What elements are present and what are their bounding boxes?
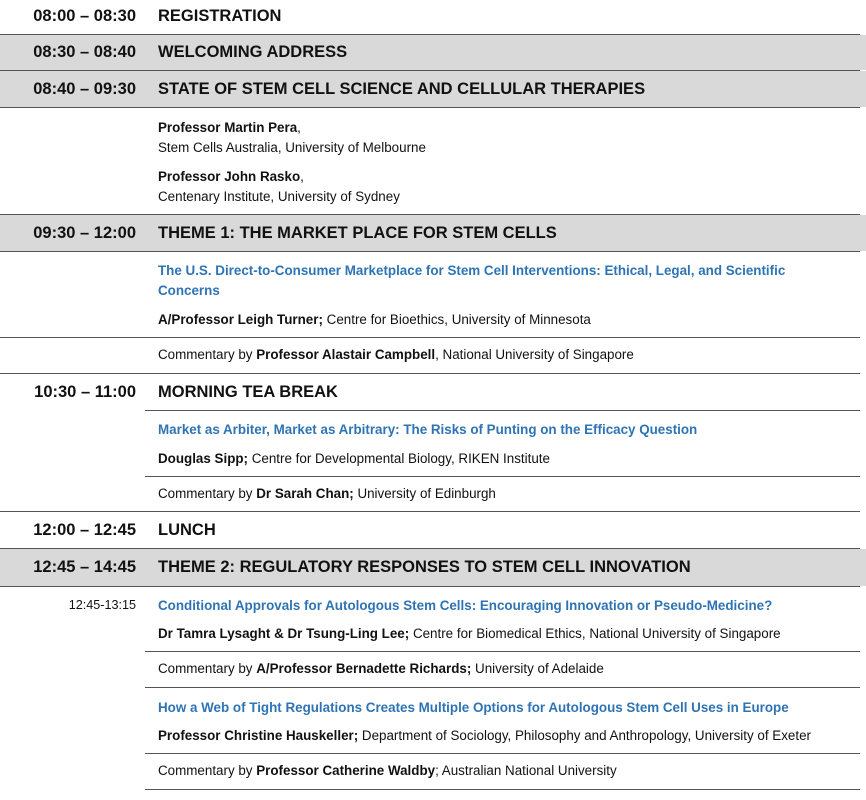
commentary-entry bbox=[158, 659, 604, 679]
speaker-affiliation: Centre for Biomedical Ethics, National University of Singapore bbox=[409, 626, 781, 641]
row-theme-2 bbox=[0, 549, 866, 586]
divider bbox=[0, 107, 860, 108]
time-label: 09:30 – 12:00 bbox=[33, 224, 136, 242]
divider bbox=[145, 753, 860, 754]
commentator-affiliation: , National University of Singapore bbox=[435, 347, 634, 362]
speaker-entry bbox=[158, 167, 304, 187]
commentary-entry bbox=[158, 345, 634, 365]
divider bbox=[145, 789, 860, 790]
commentary-prefix: Commentary by bbox=[158, 347, 257, 362]
commentator-name: Professor Alastair Campbell bbox=[256, 347, 436, 362]
divider bbox=[0, 586, 860, 587]
speaker-entry bbox=[158, 449, 550, 469]
row-state-of-science bbox=[0, 71, 866, 107]
session-title: THEME 2: REGULATORY RESPONSES TO STEM CELL INNOVATION bbox=[158, 558, 691, 576]
speaker-affiliation: Stem Cells Australia, University of Melbourne bbox=[158, 140, 426, 155]
divider bbox=[145, 687, 860, 688]
talk-title: How a Web of Tight Regulations Creates Multiple Options for Autologous Stem Cell Uses in Europe bbox=[158, 700, 789, 715]
row-theme-1 bbox=[0, 215, 866, 251]
commentary-prefix: Commentary by bbox=[158, 763, 257, 778]
speaker-entry bbox=[158, 726, 811, 746]
commentary-prefix: Commentary by bbox=[158, 661, 257, 676]
session-title: THEME 1: THE MARKET PLACE FOR STEM CELLS bbox=[158, 224, 557, 242]
speaker-affiliation: Centre for Bioethics, University of Minnesota bbox=[322, 312, 591, 327]
session-title: LUNCH bbox=[158, 521, 216, 539]
speaker-name-suffix: , bbox=[297, 120, 301, 135]
commentator-name: A/Professor Bernadette Richards; bbox=[256, 661, 472, 676]
time-label: 10:30 – 11:00 bbox=[34, 383, 136, 401]
speaker-name-suffix: , bbox=[300, 169, 304, 184]
time-label: 08:30 – 08:40 bbox=[33, 43, 136, 61]
talk-title: The U.S. Direct-to-Consumer Marketplace for Stem Cell Interventions: Ethical, Legal, and Scientific bbox=[158, 263, 786, 278]
divider bbox=[145, 651, 860, 652]
row-lunch bbox=[0, 512, 866, 548]
time-label: 12:45 – 14:45 bbox=[33, 558, 136, 576]
commentator-affiliation: ; Australian National University bbox=[435, 763, 617, 778]
session-title: REGISTRATION bbox=[158, 7, 282, 25]
row-registration bbox=[0, 0, 866, 34]
time-label: 08:00 – 08:30 bbox=[33, 7, 136, 25]
talk-title: Market as Arbiter, Market as Arbitrary: The Risks of Punting on the Efficacy Question bbox=[158, 422, 698, 437]
commentator-affiliation: University of Edinburgh bbox=[353, 486, 496, 501]
speaker-affiliation: Centenary Institute, University of Sydney bbox=[158, 189, 400, 204]
talk-title: Conditional Approvals for Autologous Stem Cells: Encouraging Innovation or Pseudo-Medicine? bbox=[158, 598, 773, 613]
speaker-affiliation: Department of Sociology, Philosophy and Anthropology, University of Exeter bbox=[358, 728, 811, 743]
row-morning-tea bbox=[0, 374, 866, 410]
slot-time: 12:45-13:15 bbox=[68, 598, 136, 612]
commentary-entry bbox=[158, 761, 617, 781]
time-label: 12:00 – 12:45 bbox=[33, 521, 136, 539]
talk-title-continued: Concerns bbox=[158, 283, 220, 298]
commentator-name: Dr Sarah Chan; bbox=[256, 486, 354, 501]
speaker-entry bbox=[158, 118, 301, 138]
commentary-entry bbox=[158, 484, 496, 504]
divider bbox=[145, 476, 860, 477]
speaker-name: Professor John Rasko bbox=[158, 169, 301, 184]
divider bbox=[0, 251, 860, 252]
row-welcoming bbox=[0, 35, 866, 70]
divider bbox=[0, 337, 860, 338]
commentary-prefix: Commentary by bbox=[158, 486, 257, 501]
commentator-affiliation: University of Adelaide bbox=[471, 661, 604, 676]
speaker-name: Professor Christine Hauskeller; bbox=[158, 728, 359, 743]
speaker-name: A/Professor Leigh Turner; bbox=[158, 312, 323, 327]
speaker-name: Professor Martin Pera bbox=[158, 120, 298, 135]
speaker-name: Dr Tamra Lysaght & Dr Tsung-Ling Lee; bbox=[158, 626, 410, 641]
session-title: MORNING TEA BREAK bbox=[158, 383, 338, 401]
session-title: WELCOMING ADDRESS bbox=[158, 43, 348, 61]
speaker-entry bbox=[158, 624, 781, 644]
speaker-entry bbox=[158, 310, 591, 330]
commentator-name: Professor Catherine Waldby bbox=[256, 763, 436, 778]
speaker-affiliation: Centre for Developmental Biology, RIKEN Institute bbox=[248, 451, 550, 466]
divider bbox=[145, 410, 860, 411]
session-title: STATE OF STEM CELL SCIENCE AND CELLULAR THERAPIES bbox=[158, 80, 646, 98]
speaker-name: Douglas Sipp; bbox=[158, 451, 249, 466]
time-label: 08:40 – 09:30 bbox=[33, 80, 136, 98]
